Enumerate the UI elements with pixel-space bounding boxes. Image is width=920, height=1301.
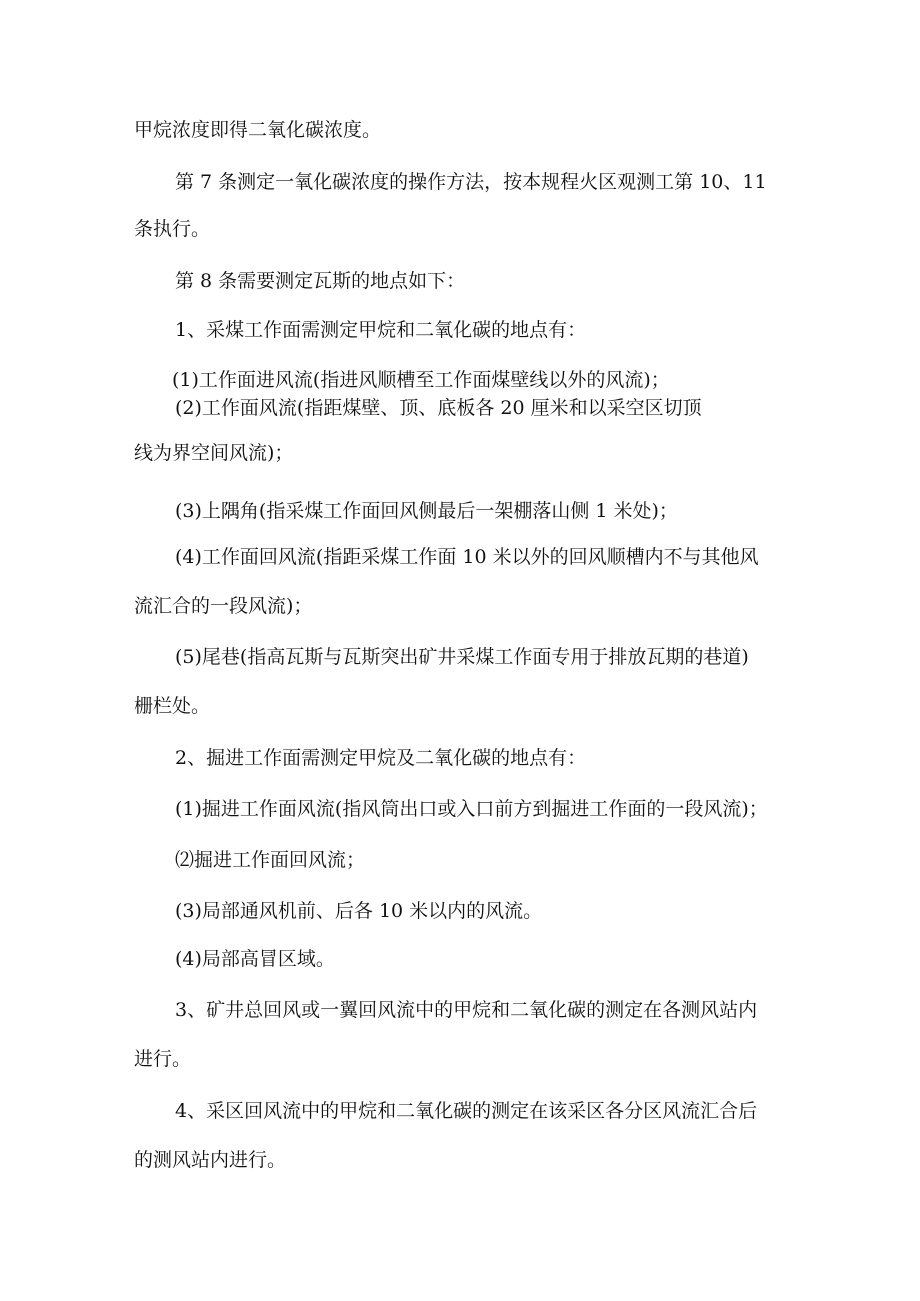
text-line: 流汇合的一段风流)；	[134, 595, 313, 617]
text-line: 第 8 条需要测定瓦斯的地点如下：	[175, 270, 466, 292]
text-line: ⑵掘进工作面回风流；	[175, 849, 366, 871]
text-line: 栅栏处。	[134, 695, 211, 717]
text-line: (5)尾巷(指高瓦斯与瓦斯突出矿井采煤工作面专用于排放瓦期的巷道)	[175, 646, 749, 668]
text-line: 3、矿井总回风或一翼回风流中的甲烷和二氧化碳的测定在各测风站内	[175, 999, 758, 1021]
text-line: (4)局部高冒区域。	[175, 948, 335, 970]
text-line: 线为界空间风流)；	[134, 442, 294, 464]
text-line: 第 7 条测定一氧化碳浓度的操作方法，按本规程火区观测工第 10、11	[175, 171, 767, 193]
text-line: 条执行。	[134, 218, 211, 240]
text-line: (4)工作面回风流(指距采煤工作面 10 米以外的回风顺槽内不与其他风	[175, 546, 759, 568]
text-line: 2、掘进工作面需测定甲烷及二氧化碳的地点有：	[175, 747, 587, 769]
text-line: (1)掘进工作面风流(指风筒出口或入口前方到掘进工作面的一段风流)；	[175, 798, 768, 820]
text-line: (1)工作面进风流(指进风顺槽至工作面煤壁线以外的风流)；	[172, 369, 670, 391]
text-line: 4、采区回风流中的甲烷和二氧化碳的测定在该采区各分区风流汇合后	[175, 1100, 758, 1122]
text-line: 的测风站内进行。	[134, 1149, 287, 1171]
text-line: 甲烷浓度即得二氧化碳浓度。	[134, 119, 382, 141]
text-line: (3)上隅角(指采煤工作面回风侧最后一架棚落山侧 1 米处)；	[175, 500, 678, 522]
text-line: 进行。	[134, 1048, 192, 1070]
text-line: (2)工作面风流(指距煤壁、顶、底板各 20 厘米和以采空区切顶	[175, 397, 702, 419]
text-line: (3)局部通风机前、后各 10 米以内的风流。	[175, 900, 543, 922]
text-line: 1、采煤工作面需测定甲烷和二氧化碳的地点有：	[175, 319, 587, 341]
